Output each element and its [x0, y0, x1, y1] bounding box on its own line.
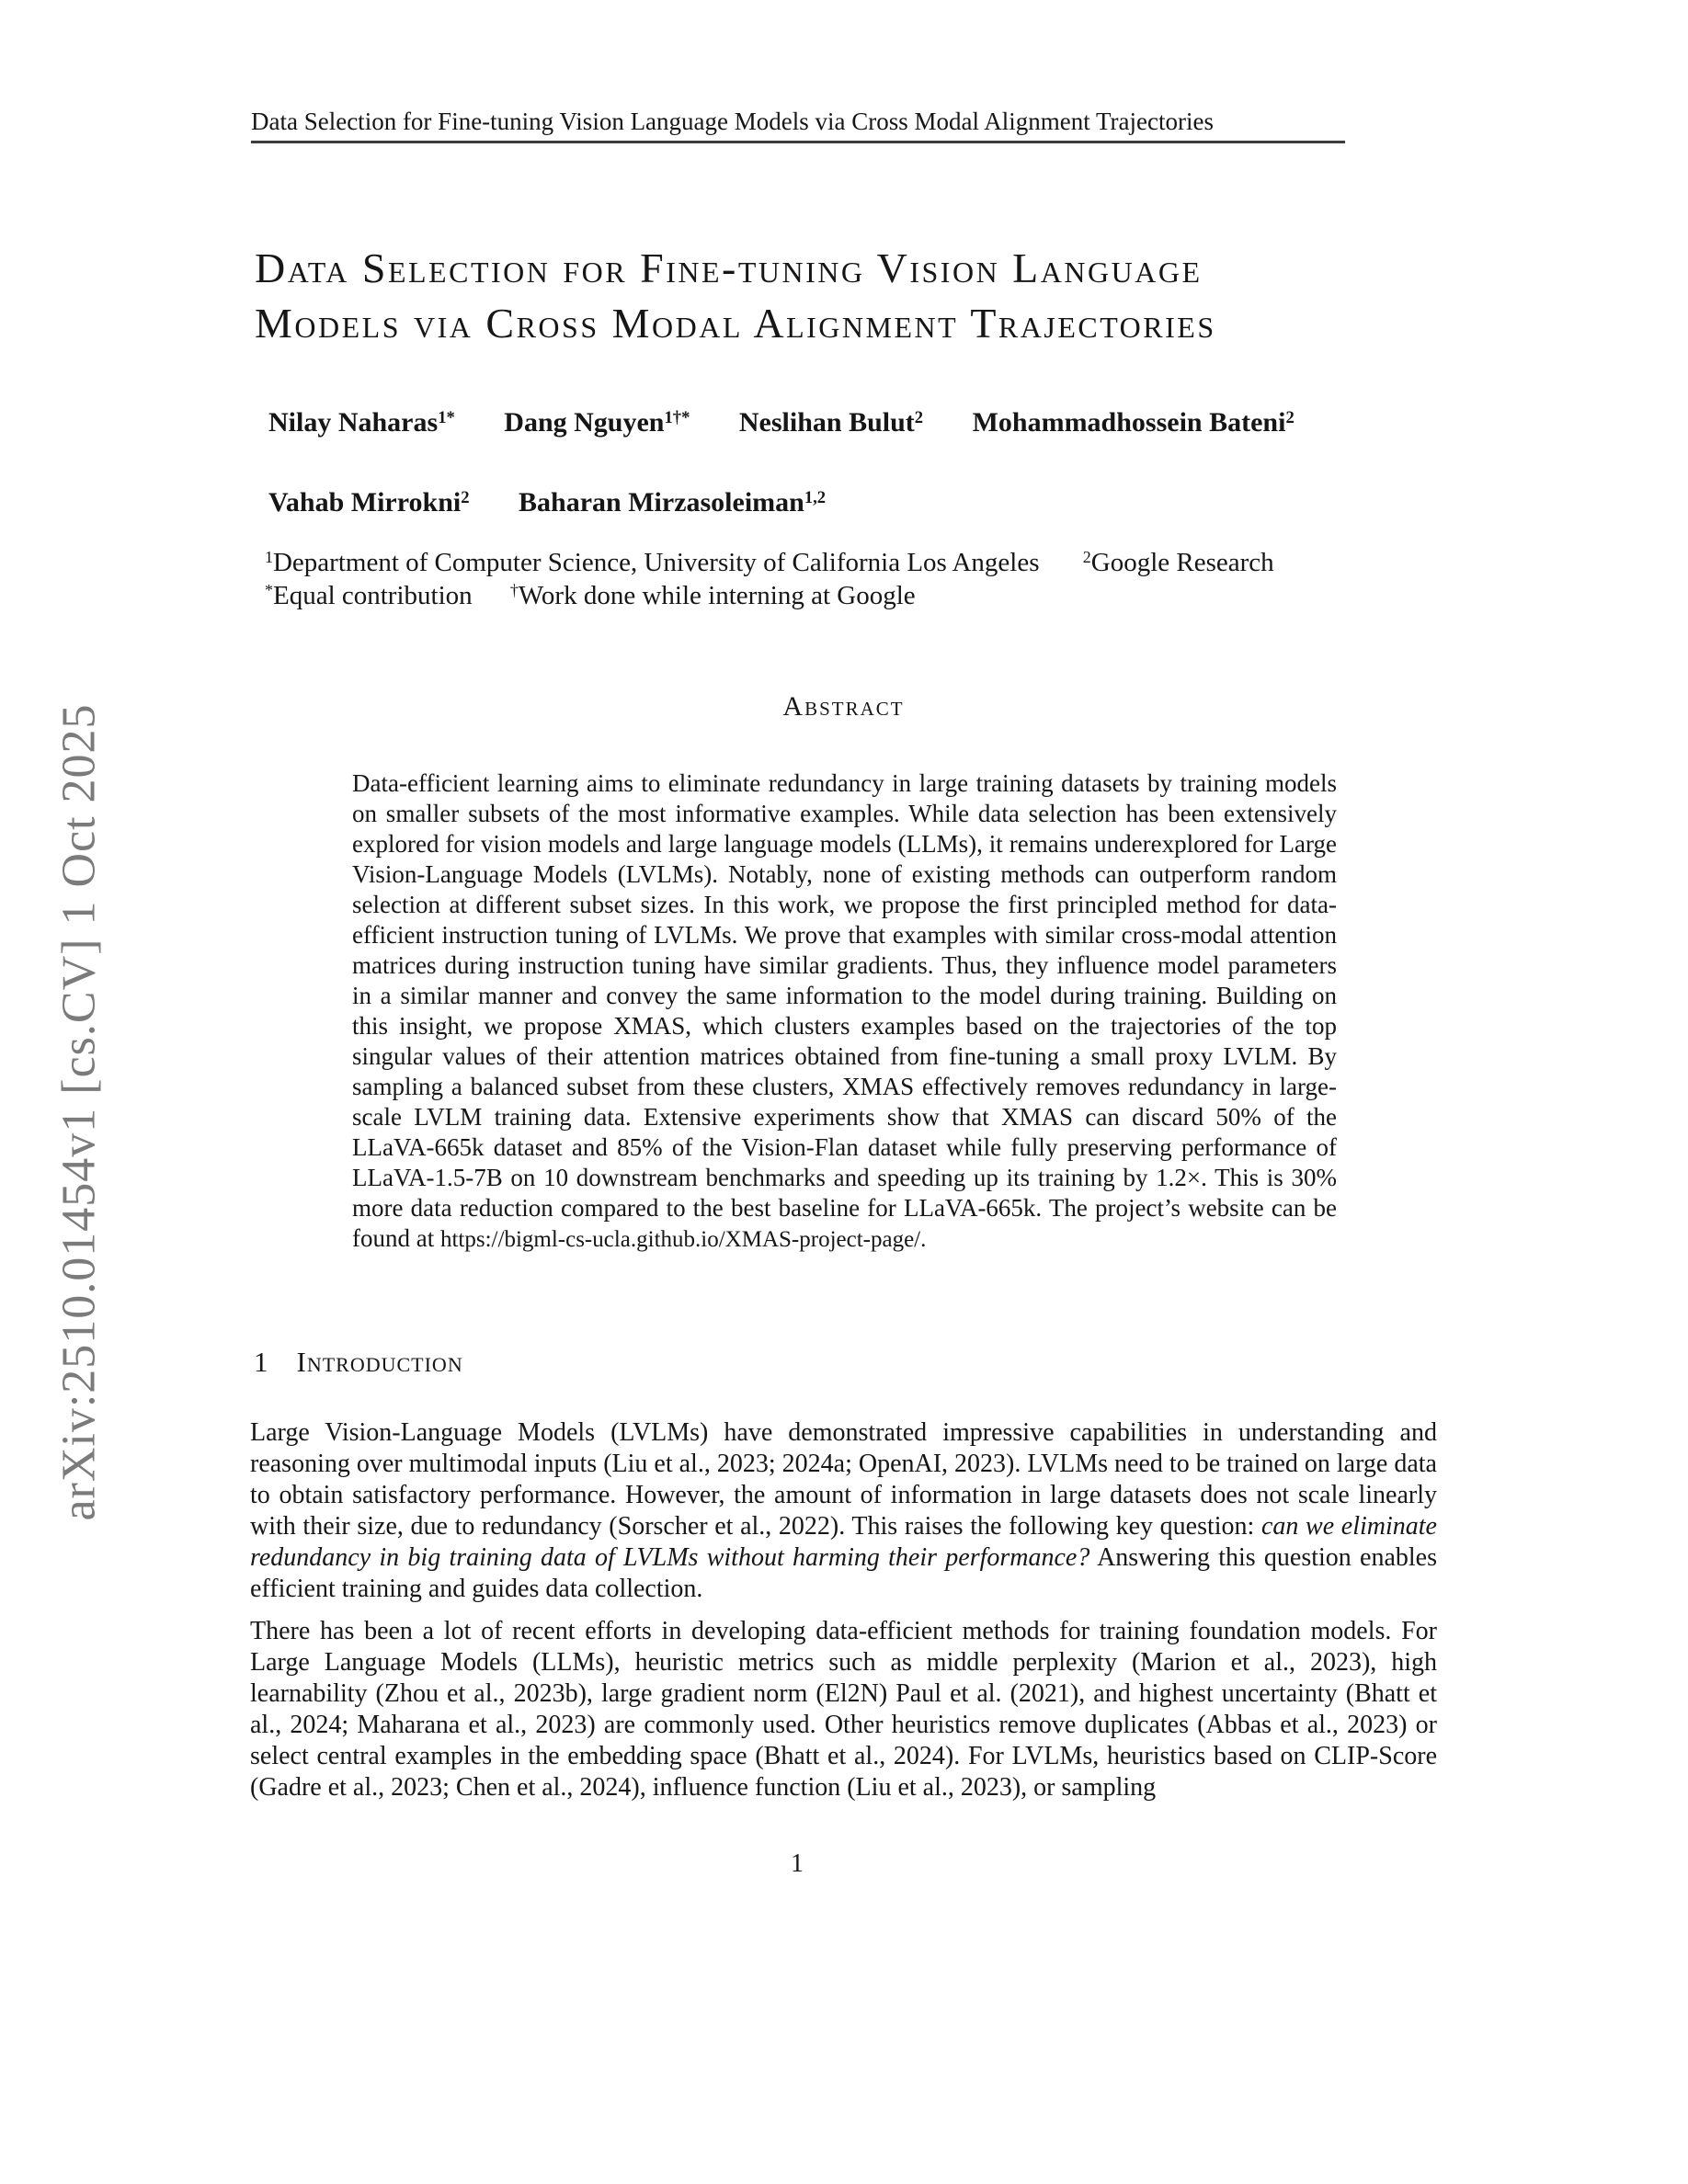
page-title	[255, 241, 1477, 351]
arxiv-stamp: arXiv:2510.01454v1 [cs.CV] 1 Oct 2025	[52, 703, 106, 1521]
author-name: Mohammadhossein Bateni$^2$	[972, 407, 1295, 438]
affiliation: $^2$Google Research	[1082, 548, 1274, 577]
author-name: Nilay Naharas$^{1*}$	[268, 407, 455, 438]
author-name: Baharan Mirzasoleiman$^{1,2}$	[519, 487, 827, 518]
affiliations-line	[265, 548, 1274, 578]
running-header: Data Selection for Fine-tuning Vision Language Models via Cross Modal Alignment Trajectories	[251, 108, 1214, 135]
authors-row-1	[268, 407, 1295, 438]
author-name: Neslihan Bulut$^2$	[738, 407, 924, 438]
section-number: 1	[254, 1346, 269, 1378]
author-name: Dang Nguyen$^{1\dagger*}$	[504, 407, 690, 438]
abstract-body	[352, 768, 1337, 1255]
authors-row-2	[268, 487, 826, 518]
intro-paragraph-2: There has been a lot of recent efforts in developing data-efficient methods for training foundation models. For Large Language Models (LLMs), heuristic metrics such as middle perplexity (Marion et al., 2023), high learnability (Zhou et al., 2023b), large gradient norm (El2N) Paul et al. (2021), and highest uncertainty (Bhatt et al., 2024; Maharana et al., 2023) are commonly used. Other heuristics remove duplicates (Abbas et al., 2023) or select central examples in the embedding space (Bhatt et al., 2024). For LVLMs, heuristics based on CLIP-Score (Gadre et al., 2023; Chen et al., 2024), influence function (Liu et al., 2023), or sampling	[250, 1617, 1437, 1802]
affiliation: $^1$Department of Computer Science, University of California Los Angeles	[265, 548, 1040, 577]
abstract-text: Data-efficient learning aims to eliminate redundancy in large training datasets by training models on smaller subsets of the most informative examples. While data selection has been extensively explored for vision models and large language models (LLMs), it remains underexplored for Large Vision-Language Models (LVLMs). Notably, none of existing methods can outperform random selection at different subset sizes. In this work, we propose the first principled method for data-efficient instruction tuning of LVLMs. We prove that examples with similar cross-modal attention matrices during instruction tuning have similar gradients. Thus, they influence model parameters in a similar manner and convey the same information to the model during training. Building on this insight, we propose XMAS, which clusters examples based on the trajectories of the top singular values of their attention matrices obtained from fine-tuning a small proxy LVLM. By sampling a balanced subset from these clusters, XMAS effectively removes redundancy in large-scale LVLM training data. Extensive experiments show that XMAS can discard 50% of the LLaVA-665k dataset and 85% of the Vision-Flan dataset while fully preserving performance of LLaVA-1.5-7B on 10 downstream benchmarks and speeding up its training by 1.2×. This is 30% more data reduction compared to the best baseline for LLaVA-665k. The project’s website can be found at	[352, 769, 1337, 1252]
emphasized-question: can we eliminate redundancy in big training data of LVLMs without harming their performance?	[250, 1512, 1437, 1572]
header-rule	[251, 141, 1345, 143]
title-line-1: Data Selection for Fine-tuning Vision Language	[255, 245, 1203, 291]
abstract-heading: Abstract	[782, 691, 905, 722]
section-heading-introduction	[254, 1346, 463, 1379]
author-superscript: 2	[914, 407, 924, 427]
author-superscript: 2	[1285, 407, 1295, 427]
author-superscript: 2	[461, 487, 470, 507]
author-notes-line	[265, 581, 916, 611]
author-superscript: 1,2	[804, 487, 827, 507]
author-note: †Work done while interning at Google	[509, 581, 916, 610]
author-name: Vahab Mirrokni$^2$	[268, 487, 470, 518]
title-line-2: Models via Cross Modal Alignment Trajectories	[255, 300, 1216, 347]
project-url-link[interactable]: https://bigml-cs-ucla.github.io/XMAS-project-page/.	[439, 1227, 927, 1252]
author-superscript: 1†*	[664, 407, 690, 427]
section-title: Introduction	[296, 1346, 463, 1378]
page-number: 1	[791, 1849, 804, 1878]
author-note: *Equal contribution	[265, 581, 473, 610]
intro-paragraph-1: Large Vision-Language Models (LVLMs) have demonstrated impressive capabilities in understanding and reasoning over multimodal inputs (Liu et al., 2023; 2024a; OpenAI, 2023). LVLMs need to be trained on large data to obtain satisfactory performance. However, the amount of information in large datasets does not scale linearly with their size, due to redundancy (Sorscher et al., 2022). This raises the following key question: can we eliminate redundancy in big training data of LVLMs without harming their performance? Answering this question enables efficient training and guides data collection.	[250, 1418, 1438, 1603]
author-superscript: 1*	[438, 407, 455, 427]
